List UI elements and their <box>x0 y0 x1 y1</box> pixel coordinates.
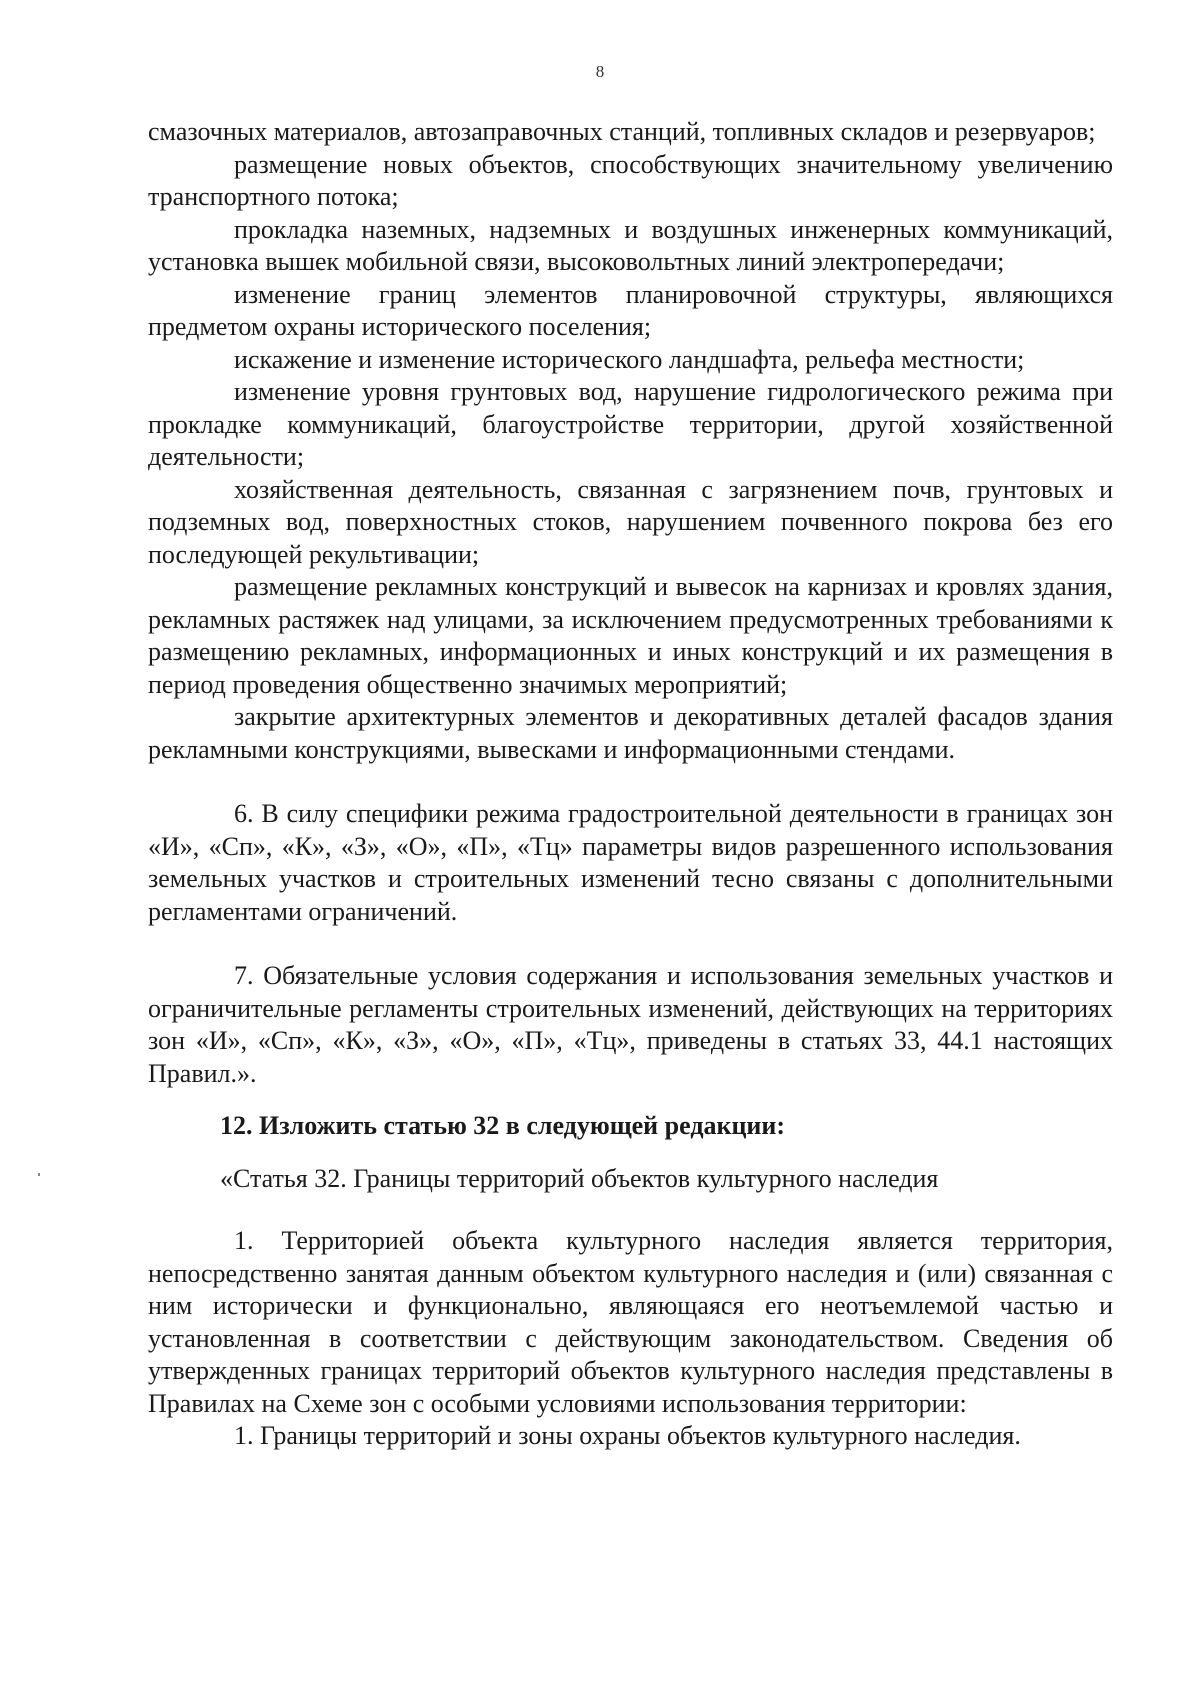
clause-6: 6. В силу специфики режима градостроительной деятельности в границах зон «И», «Сп», «К», «З», «О», «П», «Тц» параметры видов разрешенного использования земельных участков и строительных изменений тесно связаны с дополнительными регламентами ограничений. <box>148 799 1113 926</box>
amendment-heading: 12. Изложить статью 32 в следующей редакции: <box>220 1111 786 1140</box>
clause-7: 7. Обязательные условия содержания и использования земельных участков и ограничительные регламенты строительных изменений, действующих на территориях зон «И», «Сп», «К», «З», «О», «П», «Тц», приведены в статьях 33, 44.1 настоящих Правил.». <box>148 961 1113 1088</box>
list-item-advertising: размещение рекламных конструкций и вывесок на карнизах и кровлях здания, рекламных растяжек над улицами, за исключением предусмотренных требованиями к размещению рекламных, информационных и иных конструкций и их размещения в период проведения общественно значимых мероприятий; <box>148 572 1113 699</box>
article-title: «Статья 32. Границы территорий объектов культурного наследия <box>220 1163 939 1193</box>
list-item-pollution: хозяйственная деятельность, связанная с загрязнением почв, грунтовых и подземных вод, поверхностных стоков, нарушением почвенного покрова без его последующей рекультивации; <box>148 474 1113 569</box>
list-item-planning-structure: изменение границ элементов планировочной структуры, являющихся предметом охраны исторического поселения; <box>148 279 1113 341</box>
list-item-landscape: искажение и изменение исторического ландшафта, рельефа местности; <box>234 344 1025 374</box>
list-item-facade-closure: закрытие архитектурных элементов и декоративных деталей фасадов здания рекламными конструкциями, вывесками и информационными стендами. <box>148 702 1113 764</box>
list-item-new-objects: размещение новых объектов, способствующих значительному увеличению транспортного потока; <box>148 149 1113 211</box>
scan-speck <box>38 1173 40 1176</box>
paragraph-continuation: смазочных материалов, автозаправочных станций, топливных складов и резервуаров; <box>148 117 1096 146</box>
article-list-item-1: 1. Границы территорий и зоны охраны объектов культурного наследия. <box>234 1421 1021 1450</box>
page-number: 8 <box>595 62 605 81</box>
list-item-communications: прокладка наземных, надземных и воздушных инженерных коммуникаций, установка вышек мобильной связи, высоковольтных линий электропередачи; <box>148 214 1113 276</box>
document-body <box>148 116 1113 1453</box>
article-clause-1: 1. Территорией объекта культурного наследия является территория, непосредственно занятая данным объектом культурного наследия и (или) связанная с ним исторически и функционально, являющаяся его неотъемлемой частью и установленная в соответствии с действующим законодательством. Сведения об утвержденных границах территорий объектов культурного наследия представлены в Правилах на Схеме зон с особыми условиями использования территории: <box>148 1226 1113 1418</box>
list-item-groundwater: изменение уровня грунтовых вод, нарушение гидрологического режима при прокладке коммуникаций, благоустройстве территории, другой хозяйственной деятельности; <box>148 377 1113 471</box>
